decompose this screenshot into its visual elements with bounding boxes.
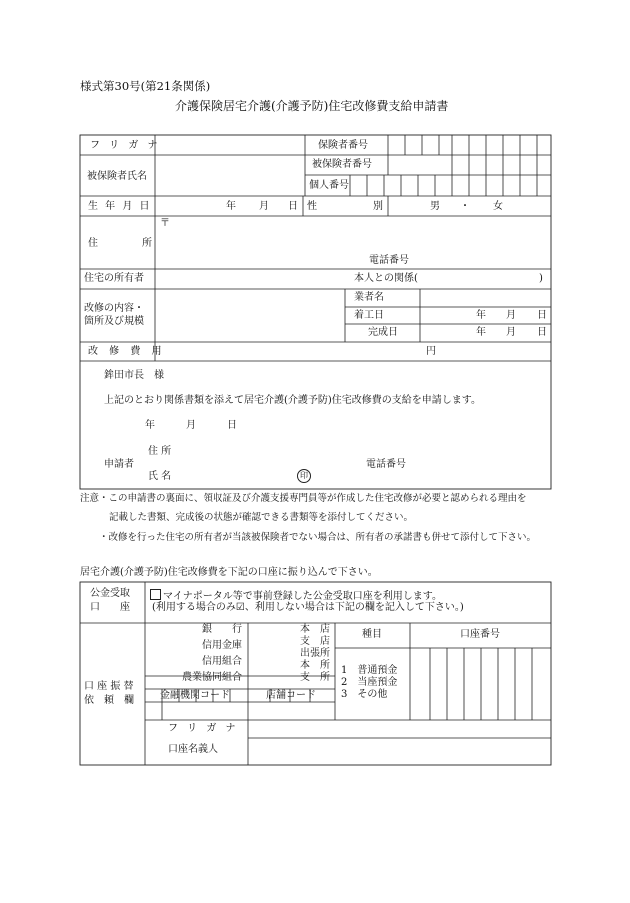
cost-label: 改 修 費 用 xyxy=(88,346,166,357)
address-label-2: 所 xyxy=(142,238,152,249)
gender-separator: ・ xyxy=(460,201,470,212)
account-number-label: 口座番号 xyxy=(460,629,500,640)
account-holder-label: 口座名義人 xyxy=(168,744,218,755)
account-type-label: 種目 xyxy=(362,629,382,640)
branch-type-honten: 本 店 xyxy=(300,624,330,635)
birth-year: 年 xyxy=(226,201,236,212)
address-label-1: 住 xyxy=(88,238,98,249)
birth-month: 月 xyxy=(259,201,269,212)
gender-label: 性 xyxy=(307,201,317,212)
form-number: 様式第30号(第21条関係) xyxy=(80,79,211,93)
insured-name-label: 被保険者氏名 xyxy=(87,171,147,182)
account-type-2[interactable]: 2 当座預金 xyxy=(341,677,398,688)
public-account-text: マイナポータル等で事前登録した公金受取口座を利用します。 xyxy=(163,591,442,602)
gender-female[interactable]: 女 xyxy=(493,201,503,212)
gender-label-2: 別 xyxy=(373,201,383,212)
completion-year: 年 xyxy=(476,327,486,338)
start-year: 年 xyxy=(476,310,486,321)
branch-code-label: 店舗コード xyxy=(266,690,316,701)
applicant-address-label: 住 所 xyxy=(148,446,172,457)
branch-type-shisho: 支 所 xyxy=(300,672,330,683)
insured-number-label: 被保険者番号 xyxy=(312,159,372,170)
public-account-label-2: 口 座 xyxy=(90,602,130,613)
bank-code-label: 金融機関コード xyxy=(160,690,230,701)
addressee: 鉾田市長 様 xyxy=(104,370,164,381)
start-month: 月 xyxy=(506,310,516,321)
completion-month: 月 xyxy=(506,327,516,338)
bank-type-nokyo: 農業協同組合 xyxy=(182,672,242,683)
birth-day: 日 xyxy=(288,201,298,212)
application-year: 年 xyxy=(145,420,155,431)
seal-mark: 印 xyxy=(297,469,311,483)
branch-type-shutchojo: 出張所 xyxy=(300,648,330,659)
renovation-content-label-1: 改修の内容・ xyxy=(84,303,144,314)
completion-day: 日 xyxy=(537,327,547,338)
public-account-option[interactable] xyxy=(150,589,442,602)
note-1-line-1: 注意・この申請書の裏面に、領収証及び介護支援専門員等が作成した住宅改修が必要と認められる理由を xyxy=(80,493,527,504)
account-type-3[interactable]: 3 その他 xyxy=(341,689,388,700)
completion-date-label: 完成日 xyxy=(368,327,398,338)
start-date-label: 着工日 xyxy=(354,310,384,321)
transfer-label-1: 口 座 振 替 xyxy=(84,681,134,692)
renovation-content-label-2: 箇所及び規模 xyxy=(84,316,144,327)
relation-close: ) xyxy=(539,273,543,284)
personal-number-label: 個人番号 xyxy=(309,180,349,191)
owner-label: 住宅の所有者 xyxy=(84,273,144,284)
bank-intro: 居宅介護(介護予防)住宅改修費を下記の口座に振り込んで下さい。 xyxy=(80,567,378,578)
application-month: 月 xyxy=(186,420,196,431)
cost-yen: 円 xyxy=(426,346,436,357)
gender-male[interactable]: 男 xyxy=(430,201,440,212)
seal-icon xyxy=(297,469,311,483)
public-account-note: (利用する場合のみ☑、利用しない場合は下記の欄を記入して下さい。) xyxy=(152,602,464,613)
note-2: ・改修を行った住宅の所有者が当該被保険者でない場合は、所有者の承諾書も併せて添付して下さい。 xyxy=(99,532,537,543)
form-title: 介護保険居宅介護(介護予防)住宅改修費支給申請書 xyxy=(175,99,449,113)
branch-type-honsho: 本 所 xyxy=(300,660,330,671)
furigana-label: フ リ ガ ナ xyxy=(90,140,161,151)
contractor-label: 業者名 xyxy=(354,292,384,303)
postal-mark: 〒 xyxy=(160,218,170,229)
address-phone-label: 電話番号 xyxy=(369,255,409,266)
transfer-label-2: 依 頼 欄 xyxy=(84,695,134,706)
start-day: 日 xyxy=(537,310,547,321)
holder-furigana-label: フ リ ガ ナ xyxy=(168,723,239,734)
insurer-number-label: 保険者番号 xyxy=(318,140,368,151)
note-1-line-2: 記載した書類、完成後の状態が確認できる書類等を添付してください。 xyxy=(109,512,414,523)
public-account-checkbox[interactable] xyxy=(150,589,161,600)
public-account-label-1: 公金受取 xyxy=(90,588,130,599)
bank-type-bank: 銀 行 xyxy=(202,624,242,635)
birth-date-label: 生 年 月 日 xyxy=(88,201,152,212)
applicant-name-label: 氏 名 xyxy=(148,471,172,482)
relation-label: 本人との関係( xyxy=(354,273,418,284)
account-type-1[interactable]: 1 普通預金 xyxy=(341,665,398,676)
application-day: 日 xyxy=(227,420,237,431)
bank-type-shinkin: 信用金庫 xyxy=(202,640,242,651)
application-statement: 上記のとおり関係書類を添えて居宅介護(介護予防)住宅改修費の支給を申請します。 xyxy=(104,395,482,406)
applicant-label: 申請者 xyxy=(104,459,134,470)
applicant-phone-label: 電話番号 xyxy=(366,459,406,470)
branch-type-shiten: 支 店 xyxy=(300,636,330,647)
bank-type-shinkumi: 信用組合 xyxy=(202,656,242,667)
